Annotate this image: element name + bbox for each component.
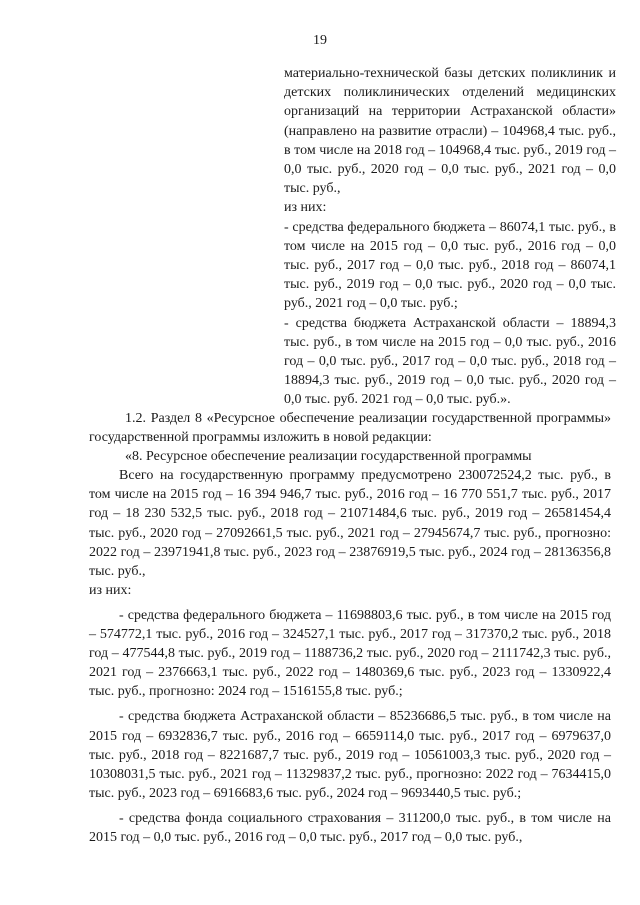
paragraph: из них: <box>284 200 327 216</box>
of-which-label: из них: <box>89 582 132 598</box>
section-intro: 1.2. Раздел 8 «Ресурсное обеспечение реализации государственной программы» государственной программы изложить в новой редакции: <box>89 411 611 446</box>
paragraph: - средства федерального бюджета – 86074,1 тыс. руб., в том числе на 2015 год – 0,0 тыс. руб., 2016 год – 0,0 тыс. руб., 2017 год – 0,0 тыс. руб., 2018 год – 86074,1 тыс. руб., 2019 год – 0,0 тыс. руб., 2020 год – 0,0 тыс. руб., 2021 год – 0,0 тыс. руб.; <box>284 219 616 312</box>
paragraph: материально-технической базы детских поликлиник и детских поликлинических отделений медицинских организаций на территории Астраханской области» (направлено на развитие отрасли) – 104968,4 тыс. руб., в том числе на 2018 год – 104968,4 тыс. руб., 2019 год – 0,0 тыс. руб., 2020 год – 0,0 тыс. руб., 2021 год – 0,0 тыс. руб., <box>284 66 616 197</box>
section-title: «8. Ресурсное обеспечение реализации государственной программы <box>125 449 532 465</box>
regional-budget-paragraph: - средства бюджета Астраханской области – 85236686,5 тыс. руб., в том числе на 2015 год – 6932836,7 тыс. руб., 2016 год – 6659114,0 тыс. руб., 2017 год – 6979637,0 тыс. руб., 2018 год – 8221687,7 тыс. руб., 2019 год – 10561003,3 тыс. руб., 2020 год – 10308031,5 тыс. руб., 2021 год – 11329837,2 тыс. руб., прогнозно: 2022 год – 7634415,0 тыс. руб., 2023 год – 6916683,6 тыс. руб., 2024 год – 9693440,5 тыс. руб.; <box>89 709 611 801</box>
federal-budget-paragraph: - средства федерального бюджета – 11698803,6 тыс. руб., в том числе на 2015 год – 574772,1 тыс. руб., 2016 год – 324527,1 тыс. руб., 2017 год – 317370,2 тыс. руб., 2018 год – 477544,8 тыс. руб., 2019 год – 1188736,2 тыс. руб., 2020 год – 2111742,3 тыс. руб., 2021 год – 2376663,1 тыс. руб., 2022 год – 1480369,6 тыс. руб., 2023 год – 1330922,4 тыс. руб., прогнозно: 2024 год – 1516155,8 тыс. руб.; <box>89 607 611 700</box>
main-text <box>89 409 611 847</box>
right-column-text <box>284 64 616 410</box>
paragraph: - средства бюджета Астраханской области – 18894,3 тыс. руб., в том числе на 2015 год – 0,0 тыс. руб., 2016 год – 0,0 тыс. руб., 2017 год – 0,0 тыс. руб., 2018 год – 18894,3 тыс. руб., 2019 год – 0,0 тыс. руб., 2020 год – 0,0 тыс. руб. 2021 год – 0,0 тыс. руб.». <box>284 315 616 408</box>
total-paragraph: Всего на государственную программу предусмотрено 230072524,2 тыс. руб., в том числе на 2015 год – 16 394 946,7 тыс. руб., 2016 год – 16 770 551,7 тыс. руб., 2017 год – 18 230 532,5 тыс. руб., 2018 год – 21071484,6 тыс. руб., 2019 год – 26581454,4 тыс. руб., 2020 год – 27092661,5 тыс. руб., 2021 год – 27945674,7 тыс. руб., прогнозно: 2022 год – 23971941,8 тыс. руб., 2023 год – 23876919,5 тыс. руб., 2024 год – 28136356,8 тыс. руб., <box>89 468 611 579</box>
page-number: 19 <box>313 33 327 48</box>
social-fund-paragraph: - средства фонда социального страхования – 311200,0 тыс. руб., в том числе на 2015 год – 0,0 тыс. руб., 2016 год – 0,0 тыс. руб., 2017 год – 0,0 тыс. руб., <box>89 810 611 845</box>
